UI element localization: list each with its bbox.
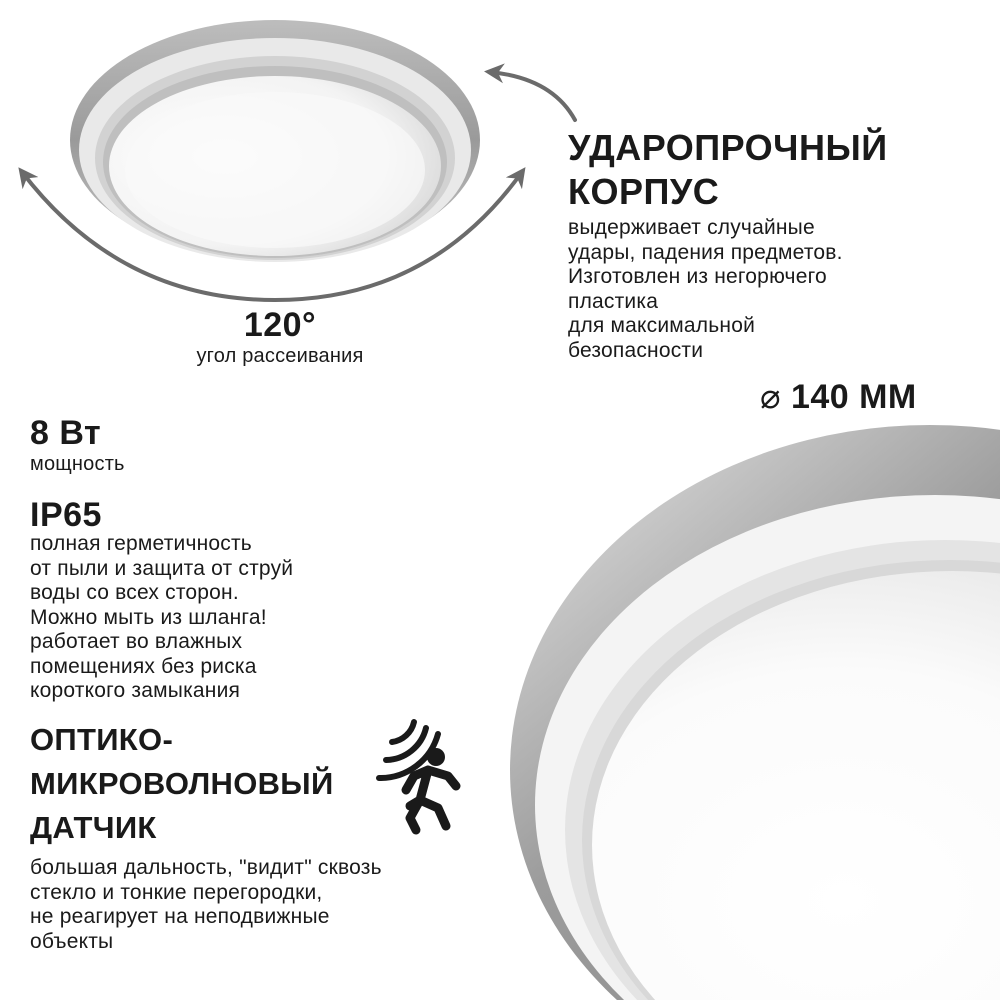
housing-block [568, 126, 888, 363]
housing-description [568, 216, 888, 363]
sensor-title-line: ДАТЧИК [30, 810, 157, 845]
ip-desc-line: от пыли и защита от струй [30, 556, 294, 580]
spread-angle-value: 120° [243, 306, 317, 344]
ip-desc-line: короткого замыкания [30, 679, 241, 702]
diameter-value: 140 ММ [790, 378, 917, 416]
housing-desc-line: безопасности [568, 338, 704, 362]
ip-desc-line: работает во влажных [30, 630, 243, 653]
housing-title-line: УДАРОПРОЧНЫЙ [568, 127, 888, 168]
ip-desc-line: воды со всех сторон. [30, 581, 239, 604]
housing-pointer-arrow [490, 72, 575, 120]
diameter-icon: ⌀ [760, 378, 781, 416]
diameter-label [760, 374, 917, 420]
sensor-description [30, 856, 382, 954]
ip-block [30, 492, 293, 704]
top-lamp-image [70, 20, 480, 262]
spread-angle-caption: угол рассеивания [196, 345, 364, 367]
power-block [30, 410, 125, 476]
motion-sensor-icon [379, 722, 456, 830]
housing-desc-line: удары, падения предметов. [568, 240, 843, 264]
sensor-block [30, 718, 382, 954]
housing-title-line: КОРПУС [568, 171, 720, 212]
housing-desc-line: выдерживает случайные [568, 216, 815, 239]
sensor-title-line: ОПТИКО- [30, 722, 174, 757]
housing-title [568, 126, 888, 214]
large-lamp-image [510, 425, 1000, 1000]
sensor-desc-line: большая дальность, "видит" сквозь [30, 856, 382, 879]
ip-value: IP65 [30, 496, 102, 534]
sensor-desc-line: стекло и тонкие перегородки, [30, 880, 323, 904]
ip-desc-line: Можно мыть из шланга! [30, 605, 267, 629]
ip-description [30, 532, 293, 704]
ip-desc-line: полная герметичность [30, 532, 252, 555]
spread-angle-block [0, 302, 560, 368]
housing-desc-line: Изготовлен из негорючего [568, 265, 827, 288]
housing-desc-line: для максимальной [568, 314, 756, 337]
housing-desc-line: пластика [568, 289, 659, 313]
sensor-desc-line: объекты [30, 929, 114, 953]
sensor-title [30, 718, 382, 850]
sensor-title-line: МИКРОВОЛНОВЫЙ [30, 766, 334, 801]
power-value: 8 Вт [30, 414, 102, 452]
ip-desc-line: помещениях без риска [30, 654, 257, 678]
sensor-desc-line: не реагирует на неподвижные [30, 905, 330, 928]
power-caption: мощность [30, 453, 125, 475]
